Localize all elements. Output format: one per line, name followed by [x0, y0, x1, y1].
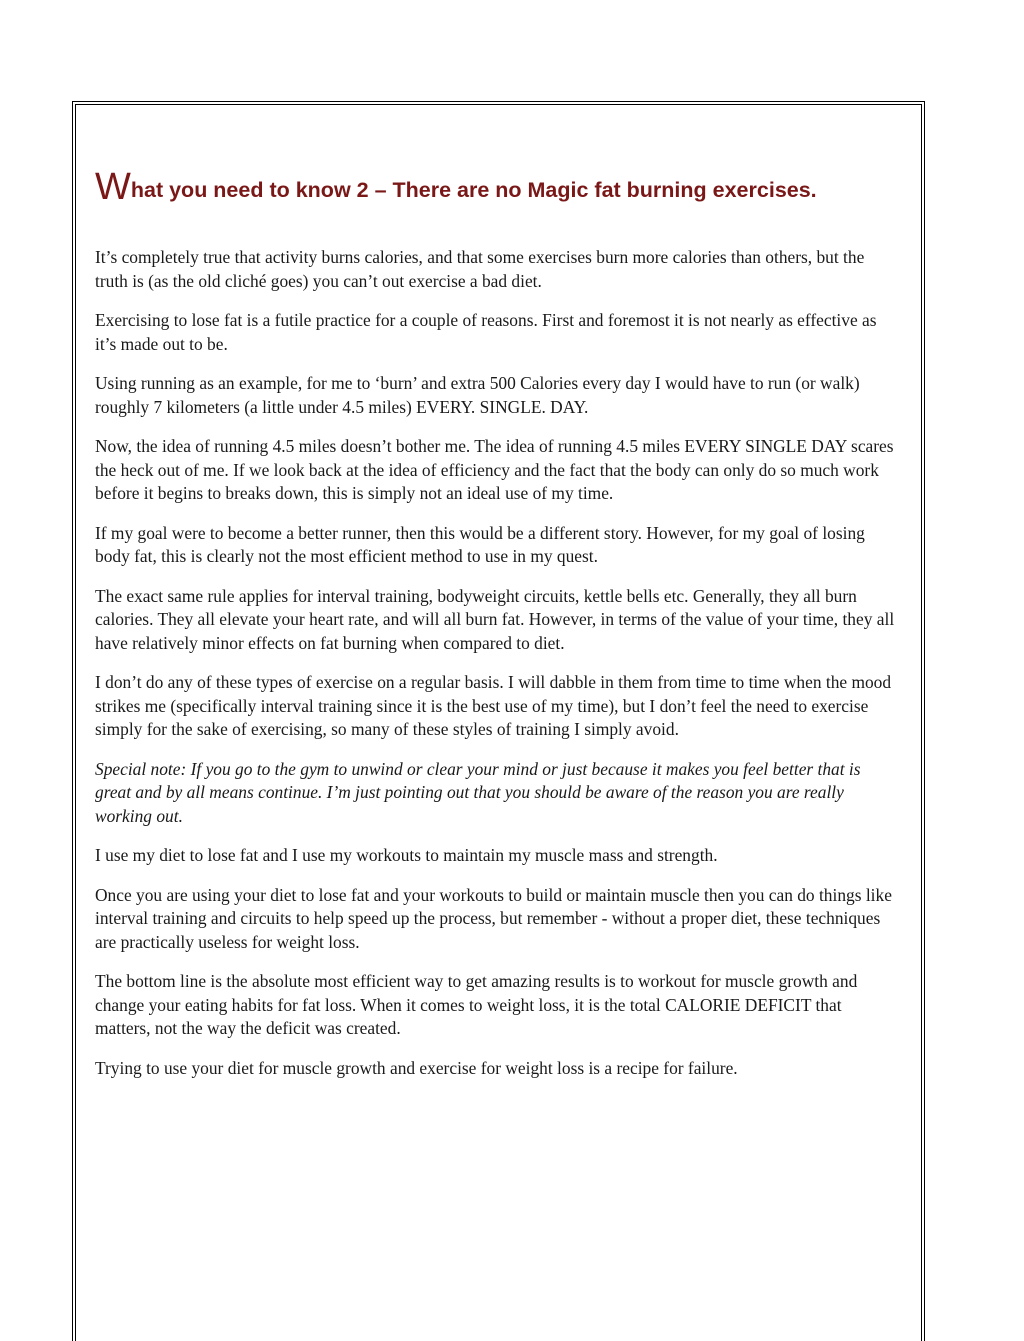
paragraph-3: Using running as an example, for me to ‘burn’ and extra 500 Calories every day I would have to run (or walk) roughly 7 kilometers (a little under 4.5 miles) EVERY. SINGLE. DAY.: [95, 373, 860, 417]
paragraph-6: The exact same rule applies for interval training, bodyweight circuits, kettle bells etc. Generally, they all burn calories. They all elevate your heart rate, and will all burn fat. However, in terms of the value of your time, they all have relatively minor effects on fat burning when compared to diet.: [95, 585, 895, 653]
paragraph-11: The bottom line is the absolute most efficient way to get amazing results is to workout for muscle growth and change your eating habits for fat loss. When it comes to weight loss, it is the total CALORIE DEFICIT that matters, not the way the deficit was created.: [95, 971, 858, 1038]
title-dropcap: W: [95, 166, 131, 208]
paragraph-4: Now, the idea of running 4.5 miles doesn’t bother me. The idea of running 4.5 miles EVERY SINGLE DAY scares the heck out of me. If we look back at the idea of efficiency and the fact that the body can only do so much work before it begins to breaks down, this is simply not an ideal use of my time.: [95, 436, 894, 503]
paragraph-2: Exercising to lose fat is a futile practice for a couple of reasons. First and foremost it is not nearly as effective as it’s made out to be.: [95, 310, 877, 354]
page-title: [95, 168, 895, 210]
paragraph-10: Once you are using your diet to lose fat and your workouts to build or maintain muscle then you can do things like interval training and circuits to help speed up the process, but remember - without a proper diet, these techniques are practically useless for weight loss.: [95, 884, 892, 952]
document-body: [95, 168, 895, 1096]
paragraph-12: Trying to use your diet for muscle growth and exercise for weight loss is a recipe for failure.: [95, 1057, 738, 1078]
paragraph-1: It’s completely true that activity burns calories, and that some exercises burn more calories than others, but the truth is (as the old cliché goes) you can’t out exercise a bad diet.: [95, 247, 865, 291]
paragraph-9: I use my diet to lose fat and I use my workouts to maintain my muscle mass and strength.: [95, 845, 718, 865]
special-note: Special note: If you go to the gym to unwind or clear your mind or just because it makes you feel better that is great and by all means continue. I’m just pointing out that you should be aware of the reason you are really working out.: [95, 758, 861, 826]
paragraph-7: I don’t do any of these types of exercise on a regular basis. I will dabble in them from time to time when the mood strikes me (specifically interval training since it is the best use of my time), but I don’t feel the need to exercise simply for the sake of exercising, so many of these styles of training I simply avoid.: [95, 672, 892, 739]
paragraph-5: If my goal were to become a better runner, then this would be a different story. However, for my goal of losing body fat, this is clearly not the most efficient method to use in my quest.: [95, 522, 865, 566]
title-text: hat you need to know 2 – There are no Magic fat burning exercises.: [130, 178, 817, 202]
